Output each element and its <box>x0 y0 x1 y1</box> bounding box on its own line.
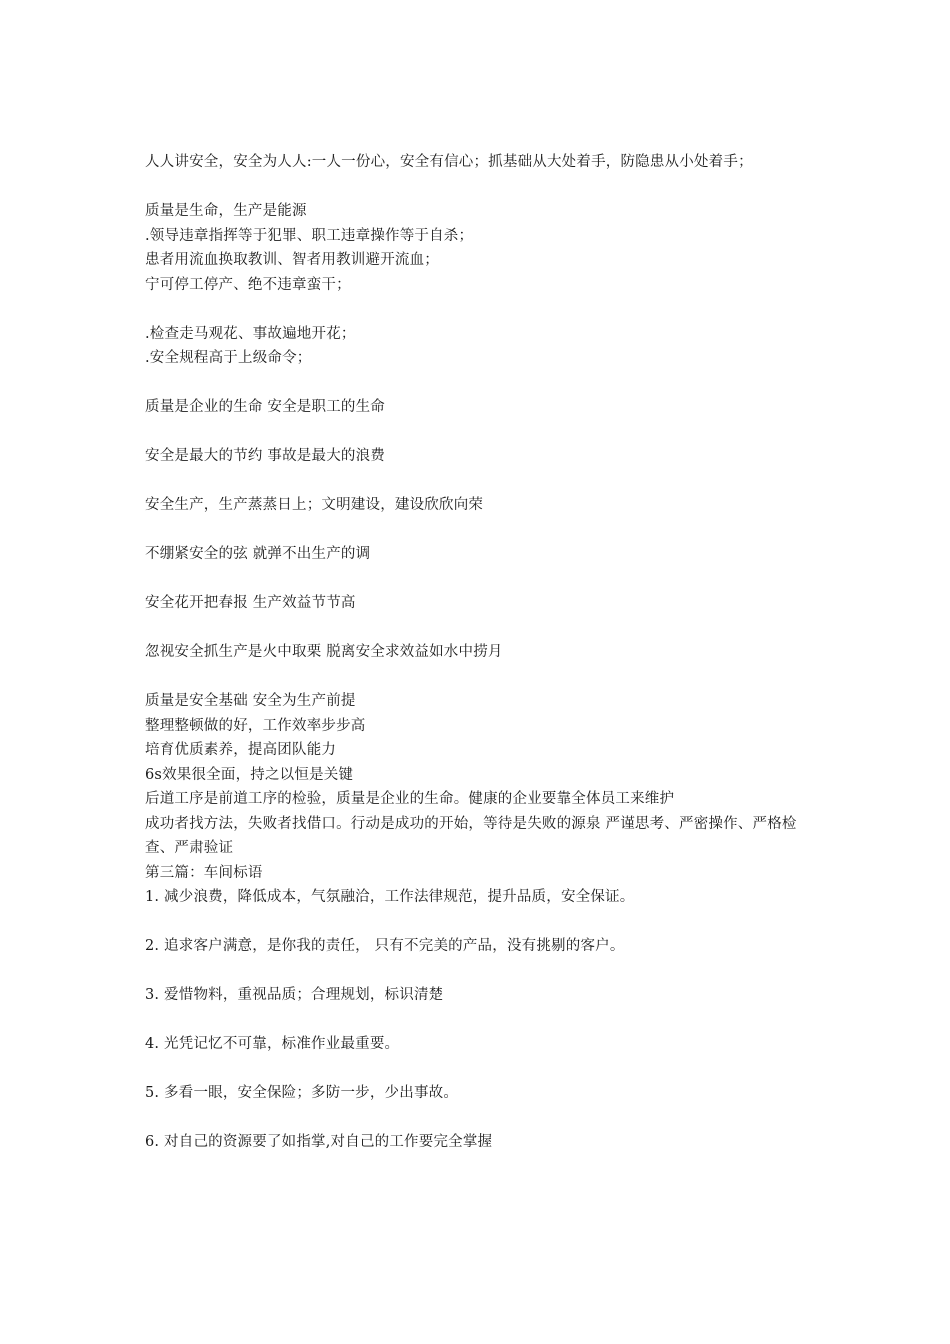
text-line: 不绷紧安全的弦 就弹不出生产的调 <box>145 546 371 562</box>
text-line: 6s效果很全面，持之以恒是关键 <box>145 766 354 783</box>
text-line: 培育优质素养，提高团队能力 <box>145 742 337 758</box>
blank-line <box>145 371 810 396</box>
list-item: 2. 追求客户满意，是你我的责任， 只有不完美的产品，没有挑剔的客户。 <box>145 938 625 954</box>
text-line: 质量是安全基础 安全为生产前提 <box>145 693 356 709</box>
text-line: .检查走马观花、事故遍地开花； <box>145 325 356 342</box>
text-line: .领导违章指挥等于犯罪、职工违章操作等于自杀； <box>145 227 474 244</box>
text-line: 人人讲安全，安全为人人:一人一份心，安全有信心；抓基础从大处着手，防隐患从小处着手； <box>145 154 753 170</box>
text-line: 患者用流血换取教训、智者用教训避开流血； <box>145 252 439 268</box>
blank-line <box>145 1106 810 1131</box>
text-line: 成功者找方法，失败者找借口。行动是成功的开始，等待是失败的源泉 严谨思考、严密操作、严格检查、严肃验证 <box>145 815 797 856</box>
text-line: 安全花开把春报 生产效益节节高 <box>145 595 356 611</box>
blank-line <box>145 665 810 690</box>
text-line: 质量是生命，生产是能源 <box>145 203 307 219</box>
list-item: 4. 光凭记忆不可靠，标准作业最重要。 <box>145 1036 400 1052</box>
blank-line <box>145 959 810 984</box>
document-body <box>145 150 810 1155</box>
text-line: 后道工序是前道工序的检验，质量是企业的生命。健康的企业要靠全体员工来维护 <box>145 791 675 807</box>
blank-line <box>145 910 810 935</box>
blank-line <box>145 616 810 641</box>
list-item: 5. 多看一眼，安全保险；多防一步，少出事故。 <box>145 1085 459 1101</box>
text-line: 整理整顿做的好，工作效率步步高 <box>145 717 366 734</box>
blank-line <box>145 175 810 200</box>
list-item: 1. 减少浪费，降低成本，气氛融洽，工作法律规范，提升品质，安全保证。 <box>145 889 635 905</box>
blank-line <box>145 567 810 592</box>
text-line: .安全规程高于上级命令； <box>145 350 312 366</box>
blank-line <box>145 1008 810 1033</box>
list-item: 6. 对自己的资源要了如指掌,对自己的工作要完全掌握 <box>145 1134 493 1150</box>
list-item: 3. 爱惜物料，重视品质；合理规划，标识清楚 <box>145 987 444 1003</box>
blank-line <box>145 1057 810 1082</box>
text-line: 忽视安全抓生产是火中取栗 脱离安全求效益如水中捞月 <box>145 644 503 660</box>
blank-line <box>145 420 810 445</box>
blank-line <box>145 297 810 322</box>
text-line: 安全是最大的节约 事故是最大的浪费 <box>145 448 386 464</box>
section-heading: 第三篇：车间标语 <box>145 864 263 881</box>
text-line: 宁可停工停产、绝不违章蛮干； <box>145 276 351 293</box>
text-line: 质量是企业的生命 安全是职工的生命 <box>145 399 386 415</box>
blank-line <box>145 518 810 543</box>
blank-line <box>145 469 810 494</box>
text-line: 安全生产，生产蒸蒸日上；文明建设，建设欣欣向荣 <box>145 497 484 513</box>
